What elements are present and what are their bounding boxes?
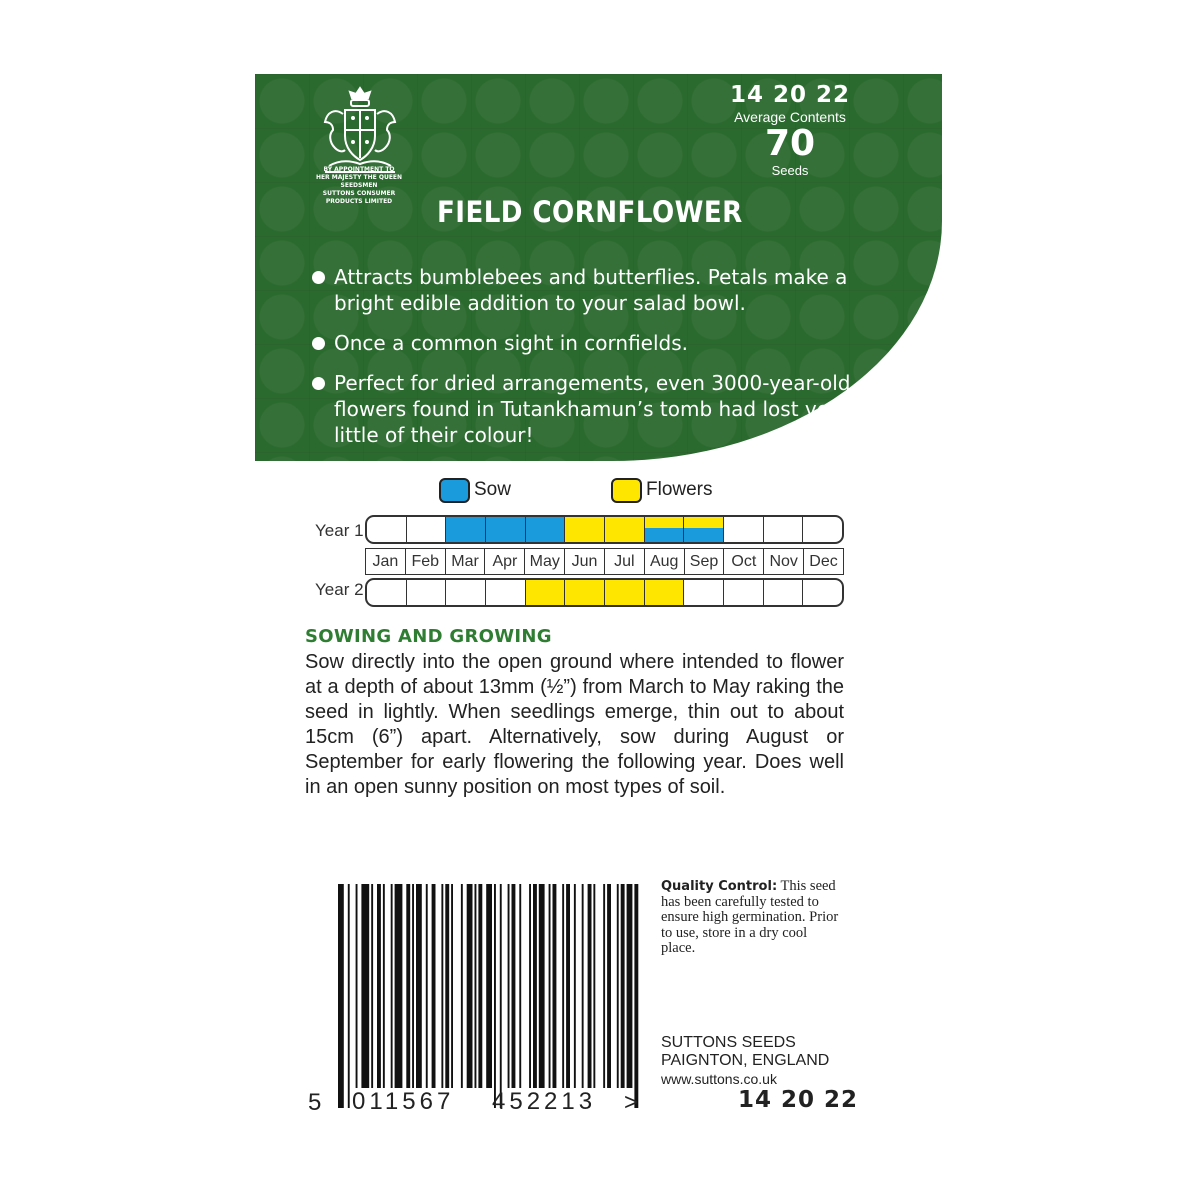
barcode-bar	[432, 884, 436, 1088]
barcode-bar	[441, 884, 443, 1088]
quality-control-heading: Quality Control:	[661, 879, 778, 894]
year1-cell-may	[526, 517, 566, 542]
contents-block	[695, 82, 885, 178]
barcode-bar	[627, 884, 633, 1088]
barcode-bar	[416, 884, 422, 1088]
year2-cell-jan	[367, 580, 407, 605]
barcode-bar	[621, 884, 625, 1088]
year1-cell-dec	[803, 517, 842, 542]
barcode-bar	[395, 884, 403, 1088]
barcode-bar	[519, 884, 521, 1088]
year1-cell-apr	[486, 517, 526, 542]
feature-item	[312, 264, 872, 316]
year1-cell-nov	[764, 517, 804, 542]
month-label: Sep	[685, 549, 725, 574]
year2-cell-jul	[605, 580, 645, 605]
barcode-bar	[371, 884, 373, 1088]
barcode-left-digits: 011567	[352, 1088, 455, 1114]
product-title: FIELD CORNFLOWER	[437, 195, 743, 229]
bullet-icon	[312, 271, 325, 284]
barcode-bar	[467, 884, 473, 1088]
barcode-bar	[451, 884, 453, 1088]
barcode-bar	[426, 884, 428, 1088]
bullet-icon	[312, 377, 325, 390]
barcode-bar	[500, 884, 502, 1108]
barcode-bar	[607, 884, 611, 1088]
barcode-bar	[562, 884, 564, 1088]
barcode-bar	[406, 884, 410, 1088]
year1-cell-jan	[367, 517, 407, 542]
feature-text: Attracts bumblebees and butterflies. Petals make a bright edible addition to your salad bowl.	[334, 265, 848, 315]
flowers-legend-label: Flowers	[646, 479, 713, 500]
barcode-bar	[486, 884, 492, 1088]
year2-cell-aug	[645, 580, 685, 605]
barcode-bar	[593, 884, 595, 1088]
header-panel	[255, 74, 942, 461]
month-label: Oct	[724, 549, 764, 574]
sowing-body: Sow directly into the open ground where intended to flower at a depth of about 13mm (½”) from March to May raking the seed in lightly. When seedlings emerge, thin out to about 15cm (6”) apart. Alternatively, sow during August or September for early flowering the following year. Does well in an open sunny position on most types of soil.	[305, 651, 844, 798]
bullet-icon	[312, 337, 325, 350]
barcode-bar	[391, 884, 393, 1088]
year2-cell-dec	[803, 580, 842, 605]
barcode-bar	[356, 884, 358, 1088]
year2-row	[365, 578, 844, 607]
barcode-bar	[478, 884, 482, 1088]
month-label: Jan	[366, 549, 406, 574]
year1-cell-jun	[565, 517, 605, 542]
year2-cell-feb	[407, 580, 447, 605]
year2-cell-nov	[764, 580, 804, 605]
barcode-bar	[566, 884, 570, 1088]
legend-sow	[439, 476, 511, 504]
feature-text: Once a common sight in cornfields.	[334, 331, 689, 355]
year1-label: Year 1	[315, 521, 364, 540]
barcode-bar	[617, 884, 619, 1088]
average-contents-label: Average Contents	[734, 109, 846, 125]
barcode-bar	[533, 884, 537, 1088]
sow-band	[645, 528, 684, 542]
barcode-bar	[603, 884, 605, 1088]
month-label: Mar	[446, 549, 486, 574]
barcode-bar	[445, 884, 449, 1088]
barcode-bar	[508, 884, 510, 1088]
supplier-location: PAIGNTON, ENGLAND	[661, 1052, 830, 1069]
barcode-bar	[582, 884, 584, 1088]
barcode-right-digits: 452213	[492, 1088, 597, 1114]
barcode-bar	[383, 884, 385, 1088]
month-label: May	[525, 549, 565, 574]
year1-cell-sep	[684, 517, 724, 542]
year2-cell-sep	[684, 580, 724, 605]
barcode-bar	[512, 884, 516, 1088]
year2-cell-mar	[446, 580, 486, 605]
seed-count: 70	[764, 123, 816, 164]
months-row	[365, 548, 844, 575]
month-label: Jun	[565, 549, 605, 574]
month-label: Feb	[406, 549, 446, 574]
month-label: Jul	[605, 549, 645, 574]
sow-band	[684, 528, 723, 542]
barcode	[306, 882, 646, 1114]
year1-cell-aug	[645, 517, 685, 542]
feature-item	[312, 370, 872, 448]
month-label: Nov	[764, 549, 804, 574]
feature-text: Perfect for dried arrangements, even 3000-year-old flowers found in Tutankhamun’s tomb had lost very little of their colour!	[334, 371, 851, 447]
barcode-first-digit: 5	[308, 1089, 322, 1114]
year2-label: Year 2	[315, 580, 364, 599]
supplier-website: www.suttons.co.uk	[661, 1071, 777, 1087]
barcode-bar	[553, 884, 557, 1088]
barcode-bar	[348, 884, 350, 1108]
barcode-bar	[461, 884, 463, 1088]
sow-legend-label: Sow	[474, 479, 511, 500]
royal-warrant-text: BY APPOINTMENT TO HER MAJESTY THE QUEEN SEEDSMEN SUTTONS CONSUMER PRODUCTS LIMITED	[315, 166, 403, 205]
supplier-name: SUTTONS SEEDS	[661, 1034, 796, 1051]
flowers-band	[684, 517, 723, 528]
supplier-address	[661, 1034, 829, 1088]
barcode-bar	[529, 884, 531, 1088]
flowers-swatch	[611, 478, 642, 503]
year1-row	[365, 515, 844, 544]
year1-cell-mar	[446, 517, 486, 542]
month-label: Aug	[645, 549, 685, 574]
product-code: 14 20 22	[729, 82, 851, 108]
barcode-bar	[634, 884, 638, 1108]
barcode-bar	[475, 884, 477, 1088]
barcode-bar	[338, 884, 344, 1108]
seed-unit: Seeds	[771, 163, 809, 178]
year2-cell-jun	[565, 580, 605, 605]
legend-flowers	[611, 476, 713, 504]
year1-cell-jul	[605, 517, 645, 542]
year2-cell-apr	[486, 580, 526, 605]
barcode-quiet-mark: >	[624, 1089, 639, 1114]
barcode-bar	[361, 884, 369, 1088]
footer-product-code: 14 20 22	[738, 1087, 859, 1113]
royal-coat-of-arms-icon	[315, 84, 405, 176]
barcode-bar	[549, 884, 551, 1088]
sowing-heading: SOWING AND GROWING	[305, 626, 552, 647]
barcode-bar	[377, 884, 381, 1088]
barcode-bar	[588, 884, 592, 1088]
year1-cell-feb	[407, 517, 447, 542]
barcode-bars	[338, 884, 638, 1108]
sow-swatch	[439, 478, 470, 503]
year1-cell-oct	[724, 517, 764, 542]
year2-cell-oct	[724, 580, 764, 605]
barcode-bar	[574, 884, 576, 1088]
month-label: Apr	[485, 549, 525, 574]
quality-control-note	[661, 879, 839, 957]
flowers-band	[645, 517, 684, 528]
feature-item	[312, 330, 872, 356]
barcode-bar	[539, 884, 545, 1088]
barcode-bar	[494, 884, 496, 1108]
month-label: Dec	[809, 553, 838, 570]
quality-control-text: This seed has been carefully tested to ensure high germination. Prior to use, store in a dry cool place.	[661, 878, 839, 956]
year2-cell-may	[526, 580, 566, 605]
barcode-bar	[412, 884, 414, 1088]
feature-list	[312, 264, 872, 462]
